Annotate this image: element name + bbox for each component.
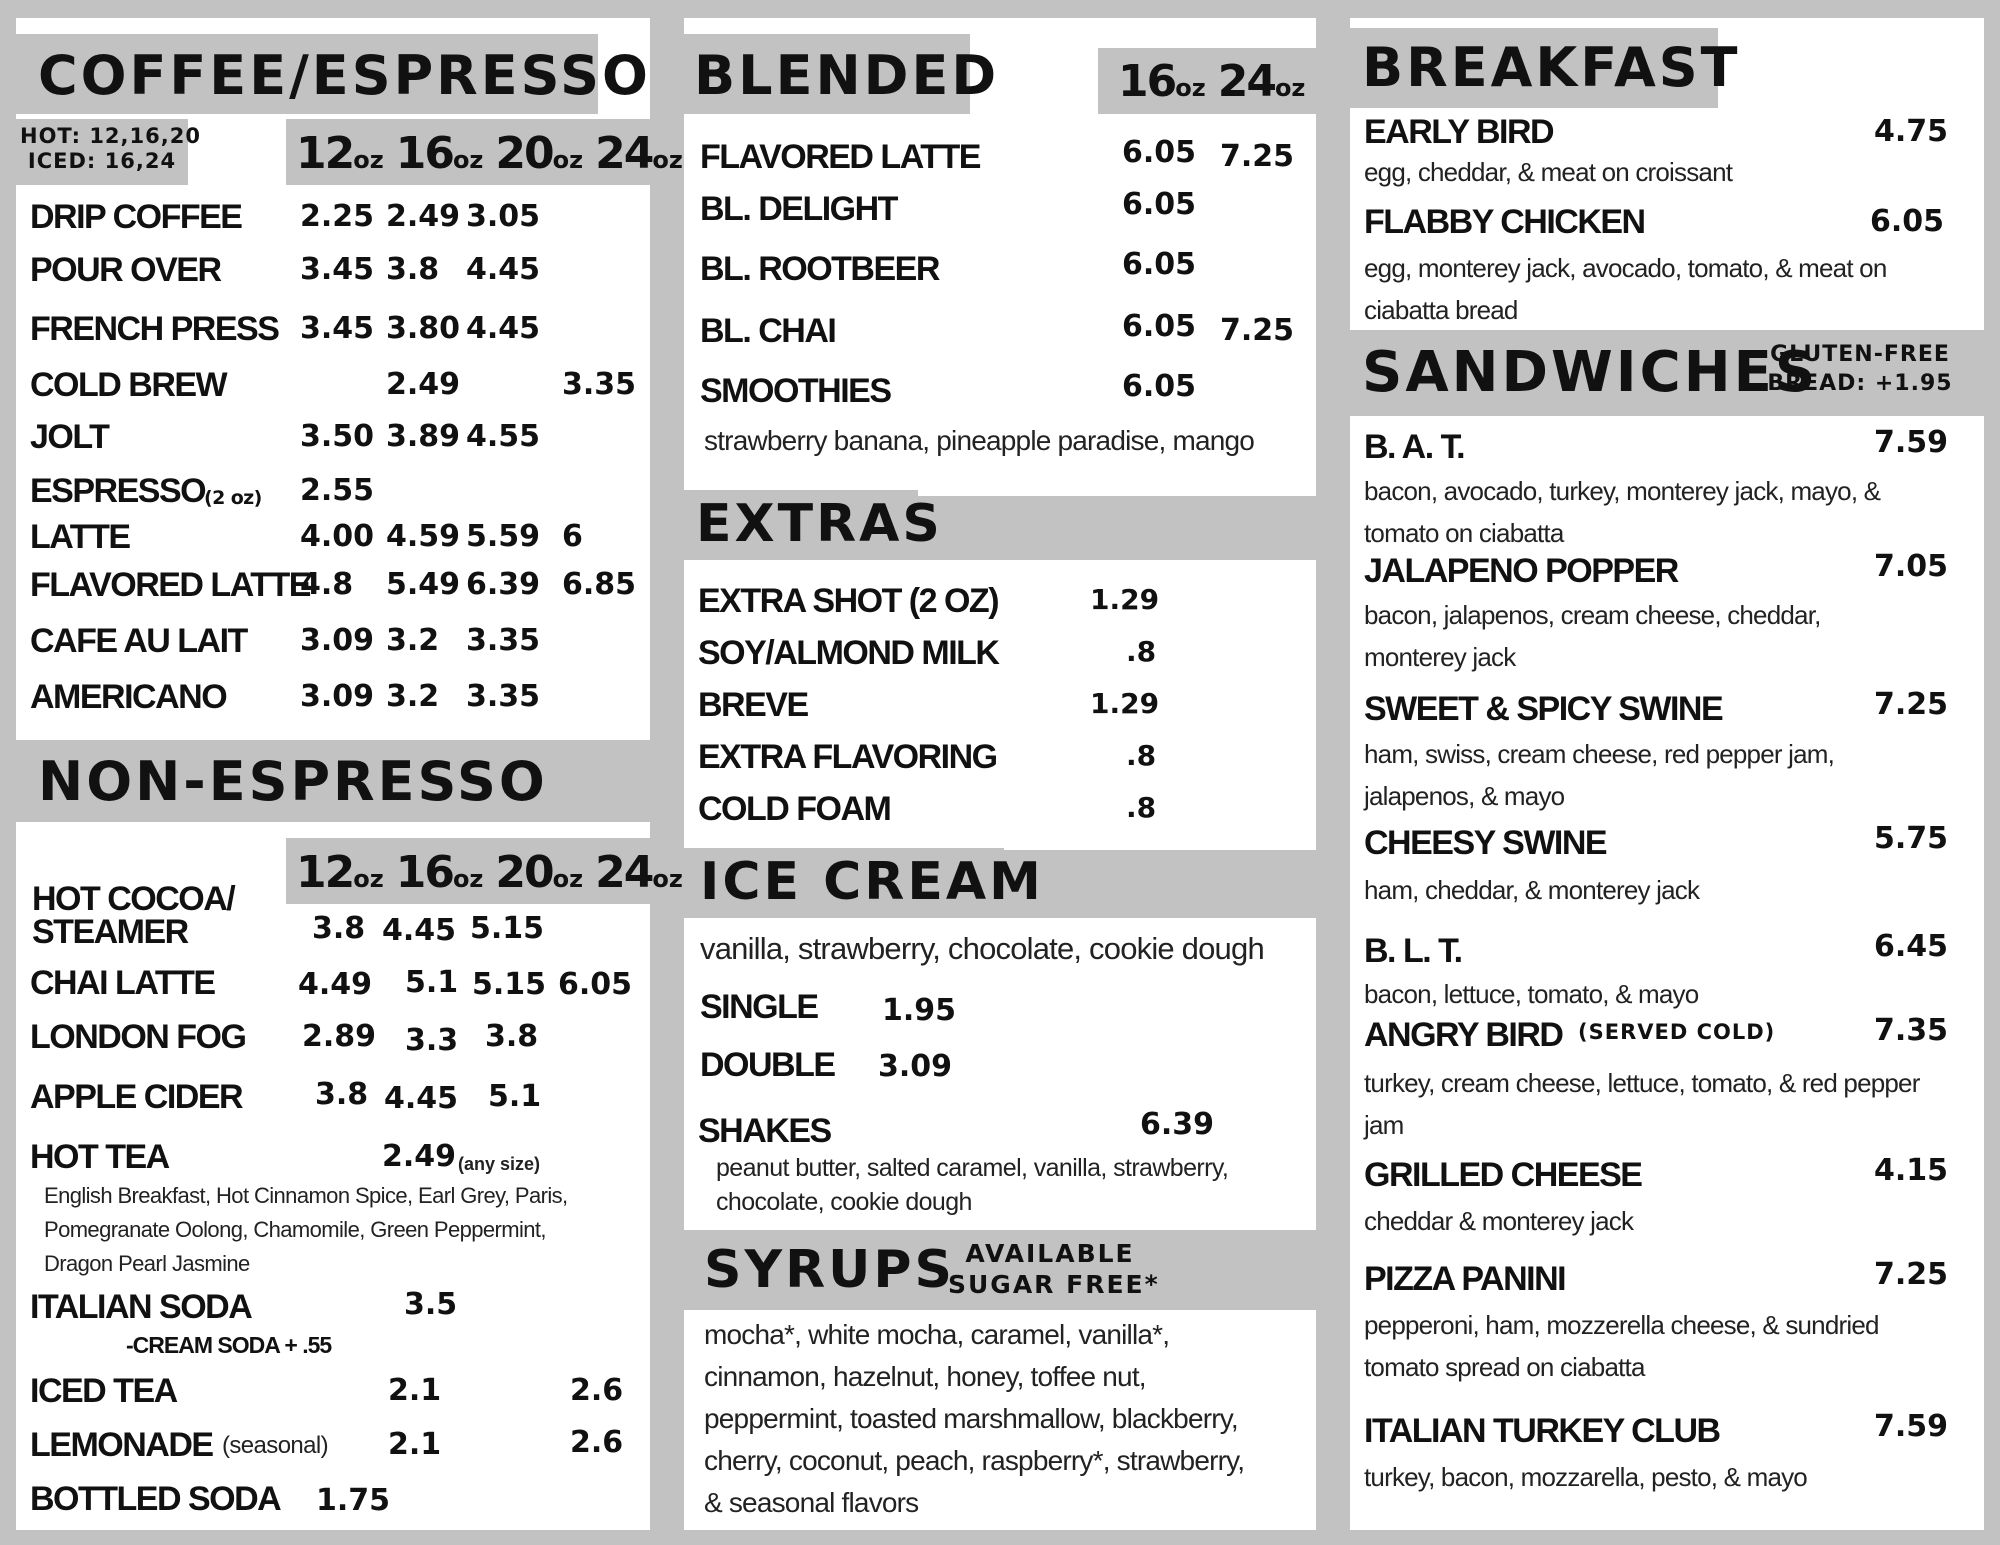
oz-label: oz bbox=[452, 865, 484, 893]
syrup-list-line5: & seasonal flavors bbox=[704, 1487, 919, 1518]
flabby-chicken-price: 6.05 bbox=[1870, 204, 1945, 239]
extra-soy-almond-milk-price: .8 bbox=[1126, 635, 1157, 668]
syrup-list-line2: cinnamon, hazelnut, honey, toffee nut, bbox=[704, 1361, 1146, 1392]
jalapeno-popper-desc: bacon, jalapenos, cream cheese, cheddar, monterey jack bbox=[1364, 600, 1821, 672]
shakes-price: 6.39 bbox=[1140, 1107, 1215, 1142]
item-sweet-spicy-swine: SWEET & SPICY SWINE bbox=[1364, 690, 1723, 728]
item-cafe-au-lait: CAFE AU LAIT bbox=[30, 622, 247, 660]
cider-price-16: 4.45 bbox=[384, 1081, 459, 1116]
item-italian-soda: ITALIAN SODA bbox=[30, 1288, 252, 1326]
latte-price-24: 6 bbox=[562, 519, 583, 554]
gluten-free-line1: GLUTEN-FREE bbox=[1770, 342, 1950, 367]
item-blended-bl-rootbeer: BL. ROOTBEER bbox=[700, 250, 939, 288]
item-grilled-cheese: GRILLED CHEESE bbox=[1364, 1156, 1642, 1194]
item-hot-cocoa-line2: STEAMER bbox=[32, 913, 188, 951]
coffee-note-iced: ICED: 16,24 bbox=[27, 149, 177, 173]
tea-varieties-1: English Breakfast, Hot Cinnamon Spice, Earl Grey, Paris, bbox=[44, 1183, 568, 1208]
drip-coffee-price-20: 3.05 bbox=[466, 199, 541, 234]
chai-price-12: 4.49 bbox=[298, 967, 373, 1002]
item-blended-flavored-latte: FLAVORED LATTE bbox=[700, 138, 980, 176]
blended-bl-chai-price-24: 7.25 bbox=[1220, 313, 1295, 348]
item-espresso: ESPRESSO bbox=[30, 472, 206, 510]
b-l-t-price: 6.45 bbox=[1874, 929, 1949, 964]
cafe-au-lait-price-12: 3.09 bbox=[300, 623, 375, 658]
b-a-t-desc: bacon, avocado, turkey, monterey jack, mayo, & tomato on ciabatta bbox=[1364, 476, 1881, 548]
hot-cocoa-price-16: 4.45 bbox=[382, 913, 457, 948]
iced-tea-price-24: 2.6 bbox=[570, 1373, 624, 1408]
latte-price-12: 4.00 bbox=[300, 519, 375, 554]
item-extra-extra-shot-oz: EXTRA SHOT (2 OZ) bbox=[698, 582, 999, 620]
grilled-cheese-desc: cheddar & monterey jack bbox=[1364, 1206, 1634, 1236]
oz-label: oz bbox=[652, 865, 683, 893]
cold-brew-price-24: 3.35 bbox=[562, 367, 637, 402]
grilled-cheese-price: 4.15 bbox=[1874, 1153, 1949, 1188]
syrups-note-line1: AVAILABLE bbox=[965, 1239, 1135, 1268]
item-flabby-chicken: FLABBY CHICKEN bbox=[1364, 203, 1645, 241]
tea-varieties-3: Dragon Pearl Jasmine bbox=[44, 1251, 250, 1276]
smoothie-flavors: strawberry banana, pineapple paradise, mango bbox=[704, 425, 1255, 456]
syrup-list-line4: cherry, coconut, peach, raspberry*, strawberry, bbox=[704, 1445, 1245, 1476]
drip-coffee-price-16: 2.49 bbox=[386, 199, 461, 234]
cheesy-swine-desc: ham, cheddar, & monterey jack bbox=[1364, 875, 1700, 905]
size-24: 24 bbox=[595, 128, 653, 179]
sweet-spicy-swine-desc: ham, swiss, cream cheese, red pepper jam, jalapenos, & mayo bbox=[1364, 739, 1835, 811]
flavored-latte-price-20: 6.39 bbox=[466, 567, 541, 602]
syrup-list-line1: mocha*, white mocha, caramel, vanilla*, bbox=[704, 1319, 1170, 1350]
item-blended-bl-chai: BL. CHAI bbox=[700, 312, 836, 350]
lemonade-note: (seasonal) bbox=[222, 1432, 329, 1459]
chai-price-24: 6.05 bbox=[558, 967, 633, 1002]
espresso-price-12: 2.55 bbox=[300, 473, 375, 508]
item-chai-latte: CHAI LATTE bbox=[30, 964, 215, 1002]
americano-price-20: 3.35 bbox=[466, 679, 541, 714]
item-americano: AMERICANO bbox=[30, 678, 227, 716]
item-apple-cider: APPLE CIDER bbox=[30, 1078, 243, 1116]
lemonade-price-24: 2.6 bbox=[570, 1425, 624, 1460]
italian-turkey-club-price: 7.59 bbox=[1874, 1409, 1949, 1444]
syrups-sugar-free-note bbox=[948, 1238, 1160, 1300]
cheesy-swine-price: 5.75 bbox=[1874, 821, 1949, 856]
cafe-au-lait-price-20: 3.35 bbox=[466, 623, 541, 658]
oz-label: oz bbox=[1175, 74, 1206, 102]
nonespresso-size-header bbox=[296, 847, 695, 898]
hot-tea-price: 2.49 bbox=[382, 1139, 457, 1174]
hot-tea-note: (any size) bbox=[458, 1154, 541, 1174]
flavored-latte-price-16: 5.49 bbox=[386, 567, 461, 602]
blended-smoothies-price-16: 6.05 bbox=[1122, 369, 1197, 404]
pizza-panini-price: 7.25 bbox=[1874, 1257, 1949, 1292]
icecream-title: ICE CREAM bbox=[700, 852, 1044, 912]
item-french-press: FRENCH PRESS bbox=[30, 310, 279, 348]
item-single-scoop: SINGLE bbox=[700, 988, 818, 1026]
flabby-chicken-desc: egg, monterey jack, avocado, tomato, & meat on ciabatta bread bbox=[1364, 253, 1887, 325]
americano-price-12: 3.09 bbox=[300, 679, 375, 714]
breakfast-title: BREAKFAST bbox=[1362, 36, 1741, 99]
oz-label: oz bbox=[452, 146, 484, 174]
item-jolt: JOLT bbox=[30, 418, 109, 456]
oz-label: oz bbox=[353, 146, 384, 174]
item-extra-extra-flavoring: EXTRA FLAVORING bbox=[698, 738, 997, 776]
item-early-bird: EARLY BIRD bbox=[1364, 113, 1554, 151]
item-jalapeno-popper: JALAPENO POPPER bbox=[1364, 552, 1678, 590]
blended-title: BLENDED bbox=[694, 44, 1000, 107]
french-press-price-16: 3.80 bbox=[386, 311, 461, 346]
pour-over-price-20: 4.45 bbox=[466, 252, 541, 287]
item-flavored-latte: FLAVORED LATTE bbox=[30, 566, 310, 604]
latte-price-20: 5.59 bbox=[466, 519, 541, 554]
blended-bl-chai-price-16: 6.05 bbox=[1122, 309, 1197, 344]
blended-flavored-latte-price-24: 7.25 bbox=[1220, 139, 1295, 174]
item-hot-cocoa-line1: HOT COCOA/ bbox=[32, 880, 235, 918]
item-b-l-t: B. L. T. bbox=[1364, 932, 1462, 970]
item-italian-turkey-club: ITALIAN TURKEY CLUB bbox=[1364, 1412, 1720, 1450]
blended-size-header bbox=[1118, 56, 1317, 107]
pour-over-price-16: 3.8 bbox=[386, 252, 440, 287]
item-pour-over: POUR OVER bbox=[30, 251, 221, 289]
chai-price-20: 5.15 bbox=[472, 967, 547, 1002]
coffee-note-hot: HOT: 12,16,20 bbox=[20, 124, 201, 148]
iced-tea-price-16: 2.1 bbox=[388, 1373, 442, 1408]
jolt-price-20: 4.55 bbox=[466, 419, 541, 454]
angry-bird-note: (SERVED COLD) bbox=[1578, 1020, 1776, 1044]
icecream-flavors: vanilla, strawberry, chocolate, cookie dough bbox=[700, 931, 1264, 966]
extras-title: EXTRAS bbox=[696, 494, 943, 554]
jolt-price-16: 3.89 bbox=[386, 419, 461, 454]
item-shakes: SHAKES bbox=[698, 1112, 831, 1150]
item-double-scoop: DOUBLE bbox=[700, 1046, 835, 1084]
gluten-free-note bbox=[1746, 340, 1974, 398]
coffee-title: COFFEE/ESPRESSO bbox=[38, 44, 651, 107]
item-extra-breve: BREVE bbox=[698, 686, 808, 724]
size-20: 20 bbox=[495, 847, 553, 898]
oz-label: oz bbox=[652, 146, 683, 174]
item-lemonade: LEMONADE bbox=[30, 1426, 213, 1464]
pizza-panini-desc: pepperoni, ham, mozzerella cheese, & sundried tomato spread on ciabatta bbox=[1364, 1310, 1879, 1382]
drip-coffee-price-12: 2.25 bbox=[300, 199, 375, 234]
sandwiches-title: SANDWICHES bbox=[1362, 340, 1819, 405]
angry-bird-price: 7.35 bbox=[1874, 1013, 1949, 1048]
item-angry-bird: ANGRY BIRD bbox=[1364, 1016, 1563, 1054]
item-latte: LATTE bbox=[30, 518, 130, 556]
item-b-a-t: B. A. T. bbox=[1364, 428, 1465, 466]
espresso-size-note: (2 oz) bbox=[204, 487, 262, 509]
item-extra-cold-foam: COLD FOAM bbox=[698, 790, 891, 828]
hot-cocoa-price-12: 3.8 bbox=[312, 911, 366, 946]
jalapeno-popper-price: 7.05 bbox=[1874, 549, 1949, 584]
cafe-au-lait-price-16: 3.2 bbox=[386, 623, 440, 658]
london-price-20: 3.8 bbox=[485, 1019, 539, 1054]
item-drip-coffee: DRIP COFFEE bbox=[30, 198, 242, 236]
size-16: 16 bbox=[1118, 56, 1176, 107]
extra-cold-foam-price: .8 bbox=[1126, 791, 1157, 824]
london-price-16: 3.3 bbox=[405, 1023, 459, 1058]
size-20: 20 bbox=[495, 128, 553, 179]
bottled-soda-price: 1.75 bbox=[316, 1483, 391, 1518]
syrup-list-line3: peppermint, toasted marshmallow, blackberry, bbox=[704, 1403, 1238, 1434]
latte-price-16: 4.59 bbox=[386, 519, 461, 554]
size-12: 12 bbox=[296, 847, 354, 898]
shake-flavors-2: chocolate, cookie dough bbox=[716, 1188, 972, 1216]
sweet-spicy-swine-price: 7.25 bbox=[1874, 687, 1949, 722]
italian-soda-price: 3.5 bbox=[404, 1287, 458, 1322]
cider-price-12: 3.8 bbox=[315, 1077, 369, 1112]
flavored-latte-price-12: 4.8 bbox=[300, 567, 354, 602]
size-16: 16 bbox=[395, 128, 453, 179]
blended-flavored-latte-price-16: 6.05 bbox=[1122, 135, 1197, 170]
cream-soda-note: -CREAM SODA + .55 bbox=[126, 1332, 332, 1358]
nonespresso-title: NON-ESPRESSO bbox=[38, 750, 548, 813]
item-cold-brew: COLD BREW bbox=[30, 366, 227, 404]
french-press-price-12: 3.45 bbox=[300, 311, 375, 346]
extra-breve-price: 1.29 bbox=[1090, 687, 1160, 720]
item-hot-tea: HOT TEA bbox=[30, 1138, 169, 1176]
coffee-size-header bbox=[296, 128, 695, 179]
single-price: 1.95 bbox=[882, 993, 957, 1028]
blended-bl-delight-price-16: 6.05 bbox=[1122, 187, 1197, 222]
extra-extra-flavoring-price: .8 bbox=[1126, 739, 1157, 772]
double-price: 3.09 bbox=[878, 1049, 953, 1084]
item-london-fog: LONDON FOG bbox=[30, 1018, 246, 1056]
coffee-note bbox=[20, 124, 201, 174]
chai-price-16: 5.1 bbox=[405, 965, 459, 1000]
item-bottled-soda: BOTTLED SODA bbox=[30, 1480, 281, 1518]
flavored-latte-price-24: 6.85 bbox=[562, 567, 637, 602]
syrups-note-line2: SUGAR FREE* bbox=[948, 1270, 1160, 1299]
angry-bird-desc: turkey, cream cheese, lettuce, tomato, & red pepper jam bbox=[1364, 1068, 1920, 1140]
gluten-free-line2: BREAD: +1.95 bbox=[1767, 371, 1953, 396]
item-blended-smoothies: SMOOTHIES bbox=[700, 372, 891, 410]
b-a-t-price: 7.59 bbox=[1874, 425, 1949, 460]
hot-cocoa-price-20: 5.15 bbox=[470, 911, 545, 946]
cider-price-20: 5.1 bbox=[488, 1079, 542, 1114]
jolt-price-12: 3.50 bbox=[300, 419, 375, 454]
syrup-list bbox=[704, 1314, 1244, 1524]
early-bird-price: 4.75 bbox=[1874, 114, 1949, 149]
size-16: 16 bbox=[395, 847, 453, 898]
item-pizza-panini: PIZZA PANINI bbox=[1364, 1260, 1566, 1298]
item-cheesy-swine: CHEESY SWINE bbox=[1364, 824, 1607, 862]
item-blended-bl-delight: BL. DELIGHT bbox=[700, 190, 897, 228]
early-bird-desc: egg, cheddar, & meat on croissant bbox=[1364, 157, 1733, 187]
size-24: 24 bbox=[1217, 56, 1275, 107]
shake-flavors-1: peanut butter, salted caramel, vanilla, strawberry, bbox=[716, 1154, 1229, 1182]
size-24: 24 bbox=[595, 847, 653, 898]
americano-price-16: 3.2 bbox=[386, 679, 440, 714]
french-press-price-20: 4.45 bbox=[466, 311, 541, 346]
oz-label: oz bbox=[1274, 74, 1306, 102]
blended-bl-rootbeer-price-16: 6.05 bbox=[1122, 247, 1197, 282]
cold-brew-price-16: 2.49 bbox=[386, 367, 461, 402]
item-iced-tea: ICED TEA bbox=[30, 1372, 177, 1410]
italian-turkey-club-desc: turkey, bacon, mozzarella, pesto, & mayo bbox=[1364, 1462, 1807, 1492]
item-extra-soy-almond-milk: SOY/ALMOND MILK bbox=[698, 634, 999, 672]
pour-over-price-12: 3.45 bbox=[300, 252, 375, 287]
b-l-t-desc: bacon, lettuce, tomato, & mayo bbox=[1364, 979, 1699, 1009]
london-price-12: 2.89 bbox=[302, 1019, 377, 1054]
oz-label: oz bbox=[552, 146, 584, 174]
oz-label: oz bbox=[552, 865, 584, 893]
tea-varieties-2: Pomegranate Oolong, Chamomile, Green Peppermint, bbox=[44, 1217, 546, 1242]
extra-extra-shot-oz-price: 1.29 bbox=[1090, 583, 1160, 616]
lemonade-price-16: 2.1 bbox=[388, 1427, 442, 1462]
syrups-title: SYRUPS bbox=[704, 1240, 955, 1300]
size-12: 12 bbox=[296, 128, 354, 179]
oz-label: oz bbox=[353, 865, 384, 893]
